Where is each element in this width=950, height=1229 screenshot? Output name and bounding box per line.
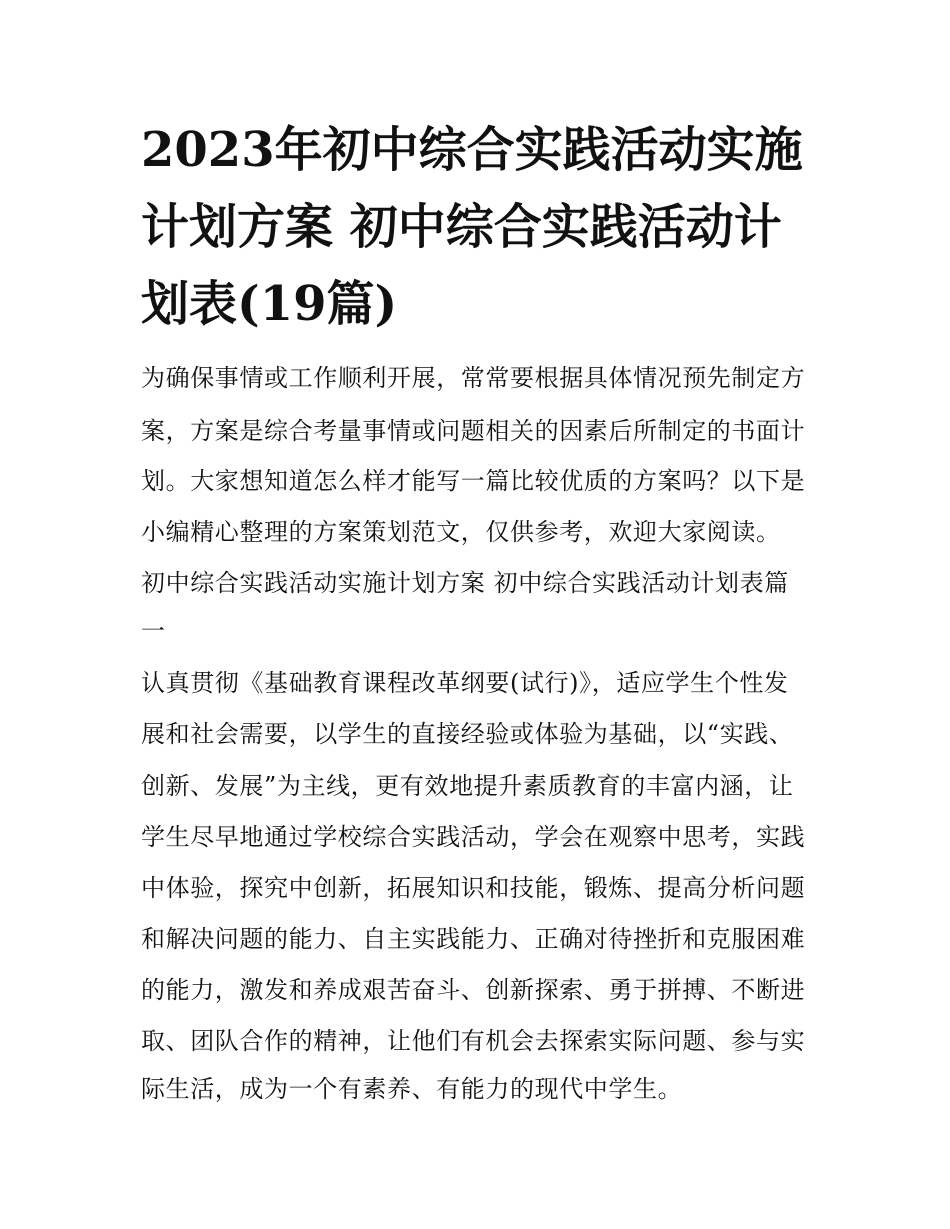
paragraph-line: 展和社会需要，以学生的直接经验或体验为基础，以“实践、	[141, 720, 794, 748]
paragraph-line: 际生活，成为一个有素养、有能力的现代中学生。	[141, 1075, 683, 1103]
paragraph-line: 创新、发展”为主线，更有效地提升素质教育的丰富内涵，让	[141, 772, 794, 800]
intro-line: 划。大家想知道怎么样才能写一篇比较优质的方案吗？以下是	[141, 467, 806, 495]
paragraph-line: 认真贯彻《基础教育课程改革纲要(试行)》，适应学生个性发	[141, 669, 789, 697]
title-line: 计划方案 初中综合实践活动计	[141, 199, 782, 255]
intro-line: 为确保事情或工作顺利开展，常常要根据具体情况预先制定方	[141, 364, 806, 392]
paragraph-line: 和解决问题的能力、自主实践能力、正确对待挫折和克服困难	[141, 925, 806, 953]
paragraph-line: 中体验，探究中创新，拓展知识和技能，锻炼、提高分析问题	[141, 874, 806, 902]
paragraph-line: 的能力，激发和养成艰苦奋斗、创新探索、勇于拼搏、不断进	[141, 976, 806, 1004]
title-line: 划表(19篇)	[141, 276, 398, 332]
section-heading-line: 初中综合实践活动实施计划方案 初中综合实践活动计划表篇	[141, 569, 789, 597]
paragraph-line: 取、团队合作的精神，让他们有机会去探索实际问题、参与实	[141, 1027, 806, 1055]
intro-line: 案，方案是综合考量事情或问题相关的因素后所制定的书面计	[141, 417, 806, 445]
paragraph-line: 学生尽早地通过学校综合实践活动，学会在观察中思考，实践	[141, 823, 806, 851]
section-heading-line: 一	[141, 617, 166, 645]
title-line: 2023年初中综合实践活动实施	[141, 122, 803, 178]
intro-line: 小编精心整理的方案策划范文，仅供参考，欢迎大家阅读。	[141, 518, 781, 546]
document-title	[141, 112, 821, 343]
